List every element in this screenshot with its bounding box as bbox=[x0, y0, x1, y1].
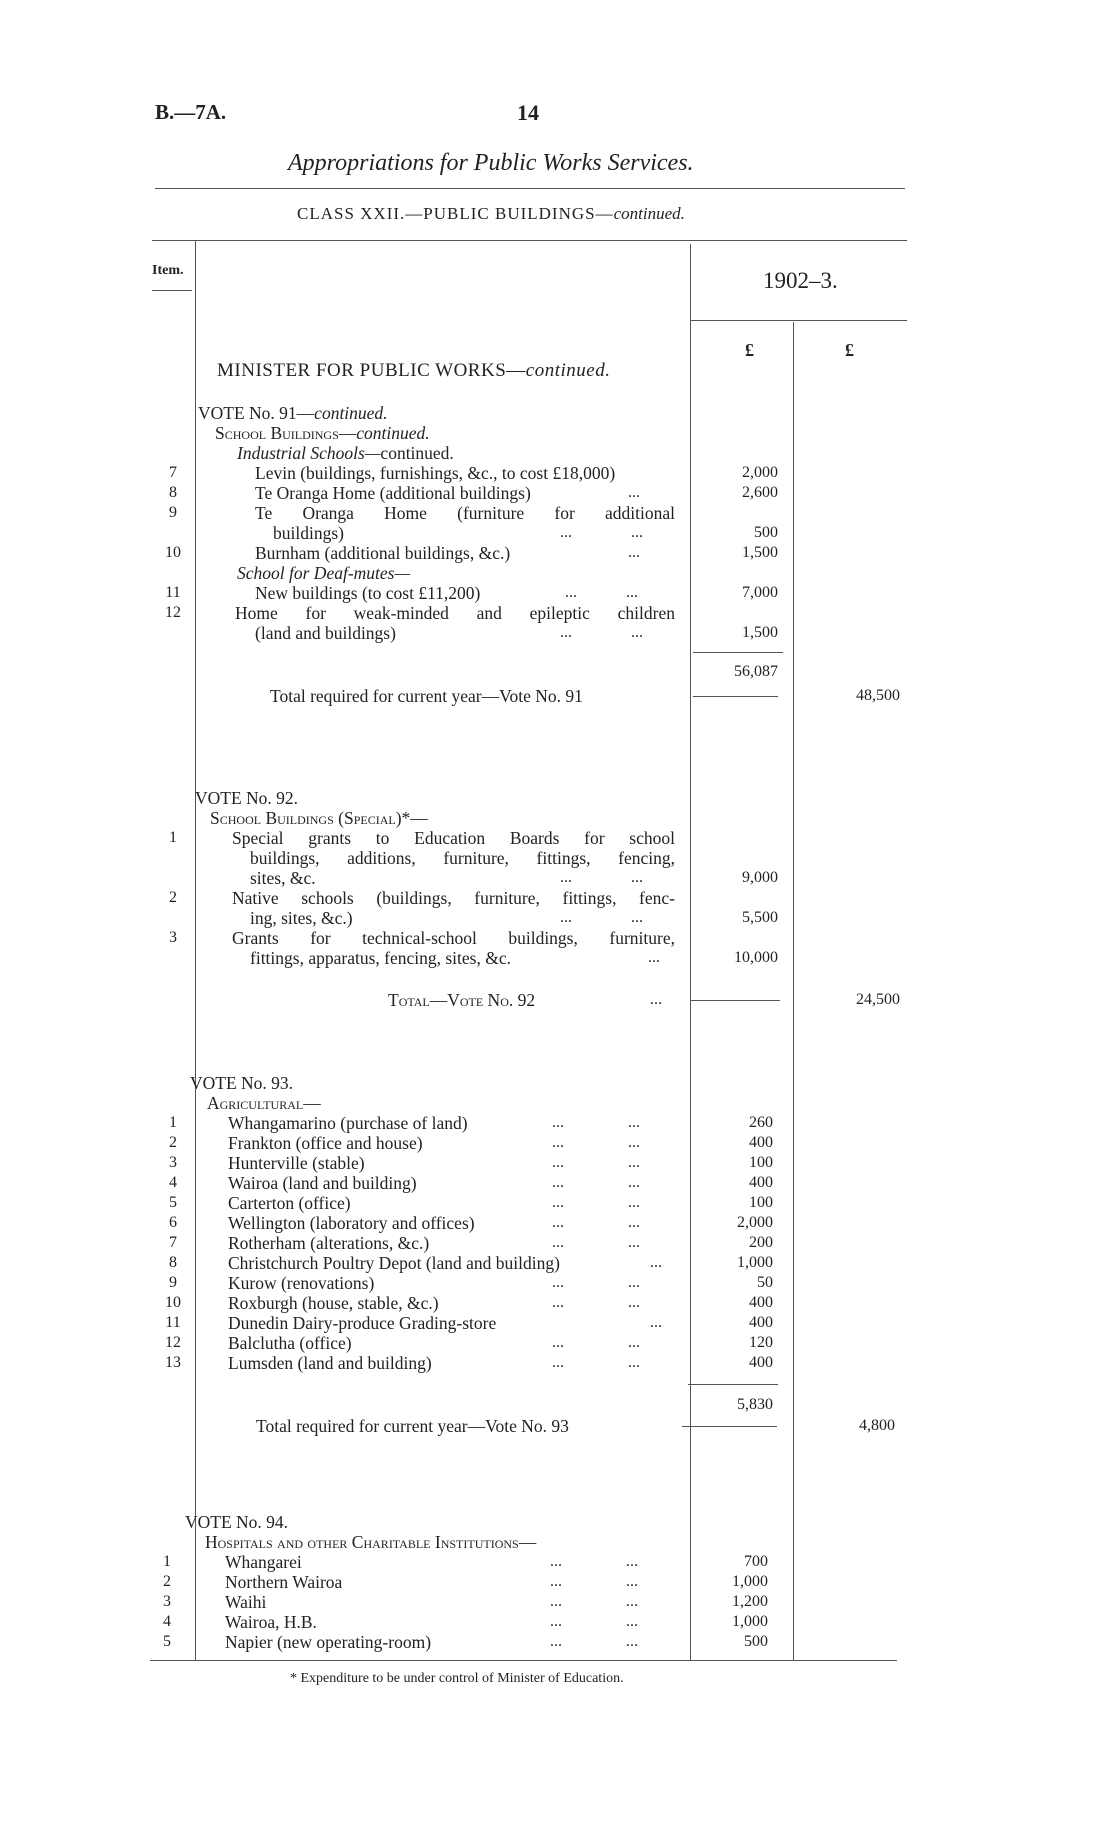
leader-dots: ... ... bbox=[560, 524, 643, 541]
leader-dots: ... ... bbox=[550, 1553, 638, 1570]
item-description: Whangamarino (purchase of land) bbox=[228, 1113, 468, 1133]
vote91-sub2 bbox=[237, 563, 410, 583]
vote93-total-label: Total required for current year—Vote No. 93 bbox=[256, 1416, 569, 1436]
minister-heading-main: MINISTER FOR PUBLIC WORKS— bbox=[217, 360, 526, 381]
leader-dots: ... ... bbox=[552, 1214, 640, 1231]
item-description: Wairoa, H.B. bbox=[225, 1612, 317, 1632]
subtotal-rule bbox=[693, 652, 783, 653]
item-amount: 120 bbox=[749, 1334, 773, 1351]
class-subtitle-main: CLASS XXII.—PUBLIC BUILDINGS— bbox=[297, 204, 614, 223]
vote91-subsection-suffix: continued. bbox=[380, 443, 454, 463]
vote93-heading: VOTE No. 93. bbox=[190, 1073, 294, 1093]
document-reference: B.—7A. bbox=[155, 100, 227, 124]
item-description: Napier (new operating-room) bbox=[225, 1632, 432, 1652]
leader-dots: ... bbox=[628, 544, 640, 561]
item-number: 2 bbox=[169, 889, 177, 906]
leader-dots: ... ... bbox=[550, 1613, 638, 1630]
item-amount: 400 bbox=[749, 1354, 773, 1371]
item-number: 12 bbox=[165, 604, 181, 621]
leader-dots: ... ... bbox=[552, 1294, 640, 1311]
item-description: Dunedin Dairy-produce Grading-store bbox=[228, 1313, 497, 1333]
leader-dots: ... ... bbox=[552, 1334, 640, 1351]
vote94-heading: VOTE No. 94. bbox=[185, 1512, 289, 1532]
item-amount: 1,500 bbox=[742, 624, 778, 641]
item-amount: 700 bbox=[744, 1553, 768, 1570]
vote93-total: 4,800 bbox=[859, 1417, 895, 1434]
item-amount: 400 bbox=[749, 1294, 773, 1311]
item-number: 10 bbox=[165, 544, 181, 561]
pound-unit-col2: £ bbox=[845, 340, 854, 360]
item-amount: 2,000 bbox=[742, 464, 778, 481]
year-header-rule bbox=[690, 320, 907, 321]
item-amount: 100 bbox=[749, 1194, 773, 1211]
item-amount: 400 bbox=[749, 1134, 773, 1151]
item-description: Christchurch Poultry Depot (land and building) bbox=[228, 1253, 560, 1273]
item-description: Wellington (laboratory and offices) bbox=[228, 1213, 475, 1233]
item-description: Te Oranga Home (additional buildings) bbox=[255, 483, 531, 503]
title-rule bbox=[155, 188, 905, 189]
dash-rule bbox=[693, 696, 778, 697]
item-column-header: Item. bbox=[152, 263, 184, 278]
pound-unit-col1: £ bbox=[745, 340, 754, 360]
minister-heading bbox=[217, 360, 610, 382]
item-number: 8 bbox=[169, 1254, 177, 1271]
class-subtitle-suffix: continued. bbox=[613, 204, 685, 223]
leader-dots: ... ... bbox=[552, 1194, 640, 1211]
item-amount: 7,000 bbox=[742, 584, 778, 601]
leader-dots: ... ... bbox=[550, 1573, 638, 1590]
item-description: Hunterville (stable) bbox=[228, 1153, 365, 1173]
leader-dots: ... ... bbox=[550, 1633, 638, 1650]
vote91-sub2-label: School for Deaf-mutes— bbox=[237, 563, 411, 583]
leader-dots: ... ... bbox=[552, 1174, 640, 1191]
item-number: 9 bbox=[169, 504, 177, 521]
item-description: Frankton (office and house) bbox=[228, 1133, 423, 1153]
item-description: Grants for technical-school buildings, furniture, bbox=[232, 928, 675, 948]
item-number: 2 bbox=[163, 1573, 171, 1590]
leader-dots: ... bbox=[648, 949, 660, 966]
item-number: 9 bbox=[169, 1274, 177, 1291]
item-amount: 1,500 bbox=[742, 544, 778, 561]
item-number: 3 bbox=[163, 1593, 171, 1610]
dash-rule bbox=[690, 1000, 780, 1001]
item-amount: 500 bbox=[744, 1633, 768, 1650]
item-amount: 1,000 bbox=[732, 1613, 768, 1630]
item-amount: 5,500 bbox=[742, 909, 778, 926]
item-description: Carterton (office) bbox=[228, 1193, 351, 1213]
item-number: 1 bbox=[169, 1114, 177, 1131]
item-number: 1 bbox=[163, 1553, 171, 1570]
item-description: Kurow (renovations) bbox=[228, 1273, 375, 1293]
item-description: New buildings (to cost £11,200) bbox=[255, 583, 481, 603]
item-amount: 100 bbox=[749, 1154, 773, 1171]
leader-dots: ... bbox=[628, 484, 640, 501]
vote94-section: Hospitals and other Charitable Institutions— bbox=[205, 1532, 537, 1552]
leader-dots: ... ... bbox=[560, 869, 643, 886]
item-column-divider bbox=[195, 240, 196, 1660]
item-number: 11 bbox=[165, 584, 181, 601]
vote91-subsection-main: Industrial Schools— bbox=[237, 443, 381, 463]
item-number: 7 bbox=[169, 464, 177, 481]
item-number: 3 bbox=[169, 929, 177, 946]
vote93-subtotal: 5,830 bbox=[737, 1396, 773, 1413]
minister-heading-suffix: continued. bbox=[525, 360, 611, 381]
table-bottom-rule bbox=[150, 1660, 897, 1661]
item-number: 4 bbox=[163, 1613, 171, 1630]
vote91-section-main: School Buildings— bbox=[215, 423, 357, 443]
item-description: Lumsden (land and building) bbox=[228, 1353, 432, 1373]
item-amount: 50 bbox=[757, 1274, 773, 1291]
item-number: 12 bbox=[165, 1334, 181, 1351]
item-description-cont: sites, &c. bbox=[250, 868, 316, 888]
item-description: Wairoa (land and building) bbox=[228, 1173, 417, 1193]
leader-dots: ... ... bbox=[560, 909, 643, 926]
leader-dots: ... ... bbox=[560, 624, 643, 641]
item-description: Special grants to Education Boards for school bbox=[232, 828, 675, 848]
item-description: Waihi bbox=[225, 1592, 267, 1612]
item-number: 8 bbox=[169, 484, 177, 501]
vote91-total: 48,500 bbox=[856, 687, 900, 704]
vote92-total-label bbox=[388, 990, 535, 1010]
leader-dots: ... ... bbox=[565, 584, 638, 601]
item-number: 2 bbox=[169, 1134, 177, 1151]
item-description: Rotherham (alterations, &c.) bbox=[228, 1233, 430, 1253]
vote92-section: School Buildings (Special)*— bbox=[210, 808, 428, 828]
item-description: Whangarei bbox=[225, 1552, 302, 1572]
item-amount: 2,600 bbox=[742, 484, 778, 501]
class-subtitle bbox=[297, 204, 685, 224]
item-description: Northern Wairoa bbox=[225, 1572, 343, 1592]
item-description-cont: fittings, apparatus, fencing, sites, &c. bbox=[250, 948, 511, 968]
leader-dots: ... ... bbox=[552, 1154, 640, 1171]
vote92-heading: VOTE No. 92. bbox=[195, 788, 299, 808]
item-amount: 400 bbox=[749, 1174, 773, 1191]
item-description: Native schools (buildings, furniture, fittings, fenc- bbox=[232, 888, 675, 908]
item-number: 11 bbox=[165, 1314, 181, 1331]
leader-dots: ... ... bbox=[552, 1354, 640, 1371]
item-description: Levin (buildings, furnishings, &c., to cost £18,000) bbox=[255, 463, 616, 483]
vote92-total-label-text: Total—Vote No. 92 bbox=[388, 990, 536, 1010]
page-title: Appropriations for Public Works Services. bbox=[288, 150, 694, 176]
leader-dots: ... bbox=[650, 991, 662, 1008]
item-number: 5 bbox=[169, 1194, 177, 1211]
item-number: 7 bbox=[169, 1234, 177, 1251]
item-description: Roxburgh (house, stable, &c.) bbox=[228, 1293, 439, 1313]
item-amount: 400 bbox=[749, 1314, 773, 1331]
item-number: 5 bbox=[163, 1633, 171, 1650]
item-description: Te Oranga Home (furniture for additional bbox=[255, 503, 675, 523]
item-amount: 200 bbox=[749, 1234, 773, 1251]
vote91-section bbox=[215, 423, 430, 443]
leader-dots: ... bbox=[650, 1254, 662, 1271]
item-number: 3 bbox=[169, 1154, 177, 1171]
vote91-total-label: Total required for current year—Vote No. 91 bbox=[270, 686, 583, 706]
item-amount: 2,000 bbox=[737, 1214, 773, 1231]
item-description: Home for weak-minded and epileptic children bbox=[235, 603, 675, 623]
leader-dots: ... ... bbox=[552, 1134, 640, 1151]
vote91-heading-main: VOTE No. 91— bbox=[198, 403, 315, 423]
vote91-subsection bbox=[237, 443, 454, 463]
vote91-subtotal: 56,087 bbox=[734, 663, 778, 680]
item-amount: 10,000 bbox=[734, 949, 778, 966]
page-number: 14 bbox=[517, 100, 539, 125]
item-number: 10 bbox=[165, 1294, 181, 1311]
item-description-cont: buildings, additions, furniture, fittings, fencing, bbox=[250, 848, 675, 868]
vote92-total: 24,500 bbox=[856, 991, 900, 1008]
vote93-section: Agricultural— bbox=[207, 1093, 321, 1113]
item-amount: 1,000 bbox=[732, 1573, 768, 1590]
item-description: Balclutha (office) bbox=[228, 1333, 352, 1353]
leader-dots: ... ... bbox=[552, 1274, 640, 1291]
item-amount: 1,200 bbox=[732, 1593, 768, 1610]
leader-dots: ... bbox=[650, 1314, 662, 1331]
subtotal-rule bbox=[688, 1384, 778, 1385]
item-description-cont: ing, sites, &c.) bbox=[250, 908, 353, 928]
leader-dots: ... ... bbox=[552, 1114, 640, 1131]
item-number: 1 bbox=[169, 829, 177, 846]
subtotal-column-divider bbox=[793, 322, 794, 1660]
item-header-rule bbox=[152, 290, 192, 291]
vote91-section-suffix: continued. bbox=[356, 423, 430, 443]
item-number: 13 bbox=[165, 1354, 181, 1371]
year-column-header: 1902–3. bbox=[763, 268, 838, 293]
item-description: Burnham (additional buildings, &c.) bbox=[255, 543, 511, 563]
leader-dots: ... ... bbox=[552, 1234, 640, 1251]
footnote: * Expenditure to be under control of Minister of Education. bbox=[290, 1671, 624, 1686]
dash-rule bbox=[682, 1426, 777, 1427]
item-description-cont: buildings) bbox=[273, 523, 344, 543]
item-amount: 9,000 bbox=[742, 869, 778, 886]
vote91-heading bbox=[198, 403, 388, 423]
item-description-cont: (land and buildings) bbox=[255, 623, 396, 643]
table-top-rule bbox=[152, 240, 907, 241]
vote91-heading-suffix: continued. bbox=[314, 403, 388, 423]
item-number: 6 bbox=[169, 1214, 177, 1231]
leader-dots: ... ... bbox=[550, 1593, 638, 1610]
item-amount: 1,000 bbox=[737, 1254, 773, 1271]
item-number: 4 bbox=[169, 1174, 177, 1191]
item-amount: 500 bbox=[754, 524, 778, 541]
item-amount: 260 bbox=[749, 1114, 773, 1131]
